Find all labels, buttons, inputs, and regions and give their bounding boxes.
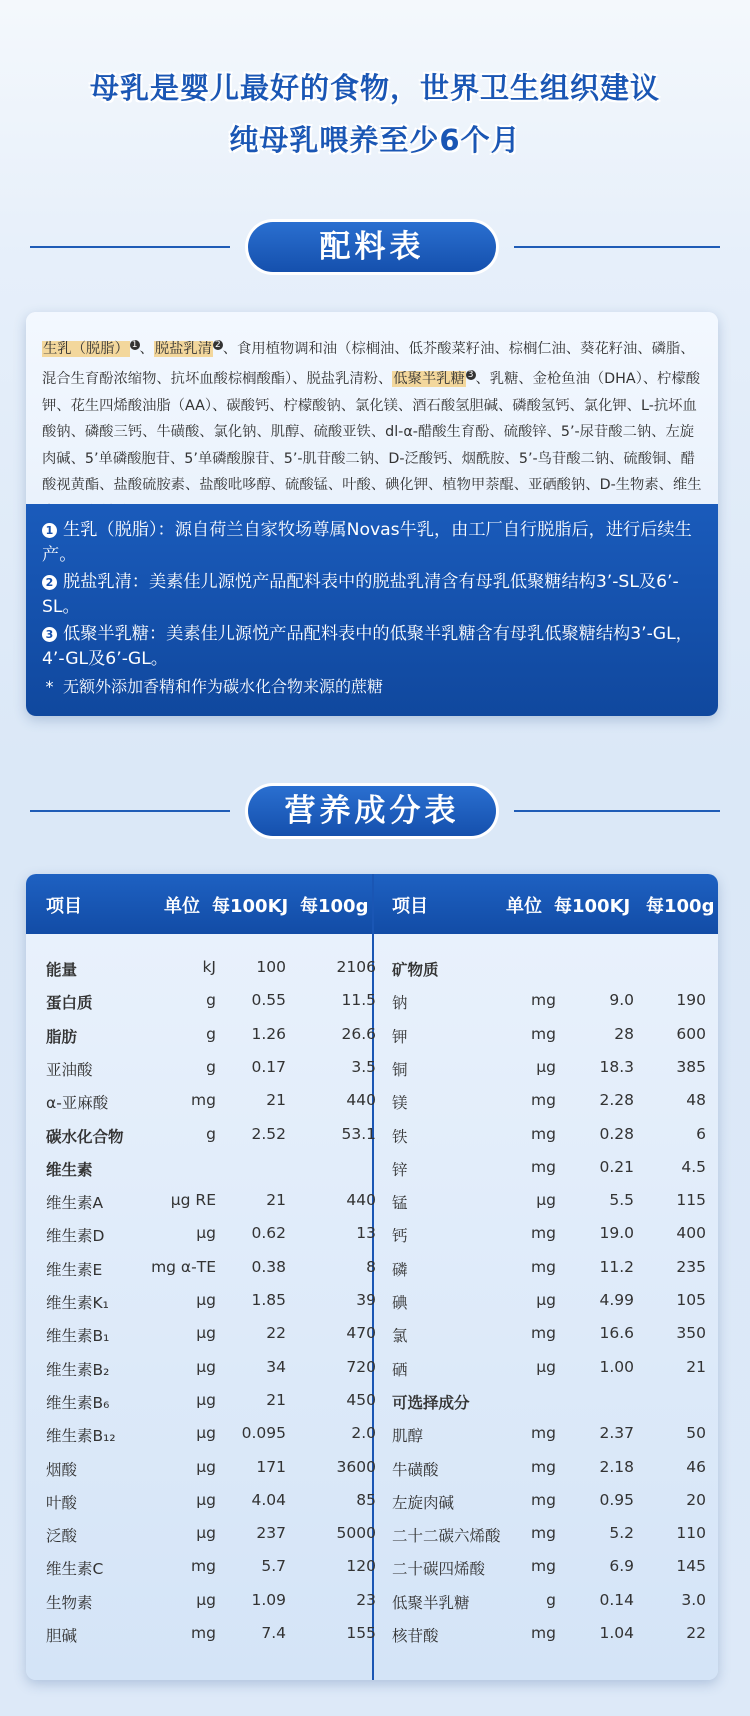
table-row bbox=[26, 1218, 718, 1251]
nutrient-name: 牛磺酸 bbox=[392, 1460, 439, 1479]
table-row bbox=[26, 1485, 718, 1518]
nutrient-per100kj: 5.7 bbox=[261, 1557, 286, 1576]
nutrient-per100kj: 2.37 bbox=[599, 1424, 634, 1443]
table-row bbox=[26, 985, 718, 1018]
nutrient-unit: mg bbox=[531, 1024, 556, 1043]
nutrient-per100g: 85 bbox=[356, 1490, 376, 1509]
nutrient-per100kj: 1.00 bbox=[599, 1357, 634, 1376]
nutrient-per100g: 350 bbox=[676, 1324, 706, 1343]
nutrient-per100g: 2106 bbox=[336, 958, 376, 976]
nutrient-unit: mg bbox=[531, 1490, 556, 1509]
nutrient-per100g: 6 bbox=[696, 1124, 706, 1143]
nutrient-name: 铜 bbox=[392, 1060, 408, 1079]
nutrient-per100kj: 5.5 bbox=[609, 1191, 634, 1210]
nutrient-per100kj: 21 bbox=[266, 1091, 286, 1110]
nutrient-name: 铁 bbox=[392, 1127, 408, 1146]
table-row bbox=[26, 1119, 718, 1152]
footnote-mark-1: 1 bbox=[131, 340, 138, 350]
nutrient-unit: mg bbox=[191, 1557, 216, 1576]
footnote-mark-2: 2 bbox=[215, 340, 221, 350]
nutrient-name: 钙 bbox=[392, 1227, 408, 1246]
nutrient-per100g: 450 bbox=[346, 1390, 376, 1409]
nutrient-name: 维生素C bbox=[46, 1560, 104, 1579]
nutrient-per100kj: 22 bbox=[266, 1324, 286, 1343]
section-rule-left-2 bbox=[30, 810, 230, 812]
nutrient-per100kj: 0.38 bbox=[251, 1257, 286, 1276]
nutrient-per100g: 50 bbox=[686, 1424, 706, 1443]
nutrient-unit: mg bbox=[531, 1124, 556, 1143]
nutrient-name: 锰 bbox=[392, 1194, 408, 1213]
nutrient-per100g: 155 bbox=[346, 1624, 376, 1642]
nutrient-per100kj: 171 bbox=[256, 1457, 286, 1476]
table-row bbox=[26, 1418, 718, 1451]
nutrient-unit: mg α-TE bbox=[151, 1257, 216, 1276]
highlight-raw-milk: 生乳（脱脂） bbox=[43, 340, 129, 357]
nutrient-per100kj: 0.14 bbox=[599, 1590, 634, 1609]
nutrient-per100g: 145 bbox=[676, 1557, 706, 1576]
nutrient-unit: g bbox=[206, 991, 216, 1010]
nutrient-unit: μg bbox=[536, 1291, 556, 1309]
nutrient-per100g: 235 bbox=[676, 1257, 706, 1276]
section-rule-right bbox=[514, 246, 720, 248]
nutrient-unit: μg bbox=[196, 1357, 216, 1376]
nutrient-name: 蛋白质 bbox=[46, 994, 93, 1013]
note-4-text: 无额外添加香精和作为碳水化合物来源的蔗糖 bbox=[63, 677, 384, 696]
nutrient-per100kj: 11.2 bbox=[599, 1257, 634, 1276]
headline-line-1: 母乳是婴儿最好的食物，世界卫生组织建议 bbox=[89, 71, 660, 105]
nutrient-name: 矿物质 bbox=[392, 961, 439, 979]
nutrient-per100g: 440 bbox=[346, 1091, 376, 1110]
nutrient-per100kj: 5.2 bbox=[609, 1524, 634, 1543]
nutrient-name: 脂肪 bbox=[46, 1027, 78, 1046]
nutrient-per100g: 385 bbox=[676, 1057, 706, 1076]
nutrient-unit: mg bbox=[531, 1524, 556, 1543]
nutrient-per100g: 53.1 bbox=[341, 1124, 376, 1143]
nutrition-title: 营养成分表 bbox=[248, 786, 496, 836]
note-3 bbox=[42, 622, 710, 672]
nutrient-unit: μg bbox=[196, 1490, 216, 1509]
nutrient-unit: mg bbox=[191, 1624, 216, 1642]
nutrient-unit: μg bbox=[196, 1324, 216, 1343]
nutrient-per100kj: 16.6 bbox=[599, 1324, 634, 1343]
nutrient-per100kj: 2.28 bbox=[599, 1091, 634, 1110]
table-row bbox=[26, 1318, 718, 1351]
nutrient-name: 维生素B₁₂ bbox=[46, 1427, 116, 1446]
nutrient-per100g: 190 bbox=[676, 991, 706, 1010]
note-3-text: 低聚半乳糖：美素佳儿源悦产品配料表中的低聚半乳糖含有母乳低聚糖结构3’-GL，4’-GL及6’-GL。 bbox=[42, 624, 693, 669]
ingredients-text-b: 、乳糖、金枪鱼油（DHA）、柠檬酸钾、花生四烯酸油脂（AA）、碳酸钙、柠檬酸钠、氯化镁、酒石酸氢胆碱、磷酸氢钙、氯化钾、L-抗坏血酸钠、磷酸三钙、牛磺酸、氯化钠、肌醇、硫酸亚铁、dl-α-醋酸生育酚、硫酸锌、5’-尿苷酸二钠、左旋肉碱、5’单磷酸胞苷、5’单磷酸腺苷、5’-肌苷酸二钠、D-泛酸钙、烟酰胺、5’-鸟苷酸二钠、硫酸铜、醋酸视黄酯、盐酸硫胺素、盐酸吡哆醇、硫酸锰、叶酸、碘化钾、植物甲萘醌、亚硒酸钠、D-生物素、维生 bbox=[42, 371, 702, 494]
nutrient-unit: mg bbox=[531, 1157, 556, 1176]
nutrient-per100g: 115 bbox=[676, 1191, 706, 1210]
note-2-mark: 2 bbox=[42, 575, 57, 590]
nutrient-name: 维生素B₆ bbox=[46, 1393, 110, 1412]
nutrient-per100kj: 0.21 bbox=[599, 1157, 634, 1176]
header-per100kj-left: 每100KJ bbox=[212, 896, 289, 917]
nutrient-name: 左旋肉碱 bbox=[392, 1493, 455, 1512]
nutrient-per100kj: 19.0 bbox=[599, 1224, 634, 1243]
headline-line-2: 纯母乳喂养至少6个月 bbox=[229, 123, 521, 157]
nutrient-name: 磷 bbox=[392, 1260, 408, 1279]
nutrient-per100kj: 28 bbox=[614, 1024, 634, 1043]
section-rule-left bbox=[30, 246, 230, 248]
nutrient-unit: μg bbox=[196, 1424, 216, 1443]
nutrient-per100g: 21 bbox=[686, 1357, 706, 1376]
nutrient-per100g: 26.6 bbox=[341, 1024, 376, 1043]
nutrient-unit: mg bbox=[531, 1624, 556, 1642]
table-row bbox=[26, 1385, 718, 1418]
header-per100g-right: 每100g bbox=[646, 896, 715, 917]
nutrient-name: 核苷酸 bbox=[392, 1627, 439, 1645]
nutrient-per100g: 4.5 bbox=[681, 1157, 706, 1176]
nutrient-unit: mg bbox=[531, 1424, 556, 1443]
nutrient-name: α-亚麻酸 bbox=[46, 1094, 109, 1113]
nutrient-per100g: 23 bbox=[356, 1590, 376, 1609]
nutrient-name: 胆碱 bbox=[46, 1627, 78, 1645]
nutrient-name: 能量 bbox=[46, 961, 78, 979]
nutrient-name: 维生素K₁ bbox=[46, 1294, 109, 1312]
note-3-mark: 3 bbox=[42, 627, 57, 642]
nutrient-per100g: 22 bbox=[686, 1624, 706, 1642]
nutrient-per100kj: 0.62 bbox=[251, 1224, 286, 1243]
table-row bbox=[26, 1518, 718, 1551]
nutrient-per100g: 20 bbox=[686, 1490, 706, 1509]
nutrient-unit: μg bbox=[536, 1357, 556, 1376]
nutrient-per100kj: 6.9 bbox=[609, 1557, 634, 1576]
nutrient-per100kj: 1.26 bbox=[251, 1024, 286, 1043]
table-row bbox=[26, 1585, 718, 1618]
header-per100g-left: 每100g bbox=[300, 896, 369, 917]
nutrient-per100kj: 0.95 bbox=[599, 1490, 634, 1509]
nutrient-unit: mg bbox=[531, 1091, 556, 1110]
table-row bbox=[26, 1152, 718, 1185]
nutrient-per100kj: 21 bbox=[266, 1191, 286, 1210]
nutrient-per100g: 440 bbox=[346, 1191, 376, 1210]
note-4 bbox=[42, 674, 710, 699]
note-2-text: 脱盐乳清：美素佳儿源悦产品配料表中的脱盐乳清含有母乳低聚糖结构3’-SL及6’-SL。 bbox=[42, 572, 679, 617]
note-4-mark: * bbox=[45, 677, 54, 696]
nutrient-unit: μg bbox=[536, 1057, 556, 1076]
nutrient-per100g: 11.5 bbox=[341, 991, 376, 1010]
nutrient-unit: mg bbox=[531, 1224, 556, 1243]
table-row bbox=[26, 1185, 718, 1218]
nutrient-unit: mg bbox=[531, 1557, 556, 1576]
table-row bbox=[26, 1452, 718, 1485]
nutrient-per100kj: 1.85 bbox=[251, 1291, 286, 1309]
nutrient-unit: g bbox=[206, 1057, 216, 1076]
nutrient-name: 氯 bbox=[392, 1327, 408, 1346]
nutrient-name: 泛酸 bbox=[46, 1527, 78, 1546]
nutrient-unit: mg bbox=[531, 1324, 556, 1343]
nutrient-unit: μg RE bbox=[170, 1191, 216, 1210]
nutrient-name: 碳水化合物 bbox=[46, 1127, 124, 1146]
table-row bbox=[26, 952, 718, 985]
ingredients-list-area bbox=[26, 312, 718, 504]
nutrient-per100kj: 2.18 bbox=[599, 1457, 634, 1476]
nutrient-name: 碘 bbox=[392, 1294, 408, 1312]
header-unit-right: 单位 bbox=[506, 896, 542, 917]
nutrient-unit: μg bbox=[536, 1191, 556, 1210]
highlight-whey: 脱盐乳清 bbox=[154, 340, 212, 357]
nutrient-per100kj: 1.09 bbox=[251, 1590, 286, 1609]
nutrient-per100g: 2.0 bbox=[351, 1424, 376, 1443]
nutrient-per100g: 13 bbox=[356, 1224, 376, 1243]
table-row bbox=[26, 1551, 718, 1584]
nutrient-per100g: 46 bbox=[686, 1457, 706, 1476]
nutrient-name: 维生素D bbox=[46, 1227, 105, 1246]
nutrient-unit: mg bbox=[531, 1457, 556, 1476]
nutrient-name: 生物素 bbox=[46, 1593, 93, 1612]
header-unit-left: 单位 bbox=[164, 896, 200, 917]
nutrient-unit: g bbox=[546, 1590, 556, 1609]
nutrient-name: 肌醇 bbox=[392, 1427, 424, 1446]
nutrient-per100kj: 34 bbox=[266, 1357, 286, 1376]
note-1-text: 生乳（脱脂）：源自荷兰自家牧场尊属Novas牛乳，由工厂自行脱脂后，进行后续生产。 bbox=[42, 520, 692, 565]
nutrient-unit: mg bbox=[531, 1257, 556, 1276]
header-item-left: 项目 bbox=[46, 896, 82, 917]
nutrient-per100g: 3600 bbox=[336, 1457, 376, 1476]
nutrient-unit: μg bbox=[196, 1291, 216, 1309]
nutrient-unit: mg bbox=[531, 991, 556, 1010]
table-row bbox=[26, 1019, 718, 1052]
nutrient-name: 二十碳四烯酸 bbox=[392, 1560, 486, 1579]
table-row bbox=[26, 1052, 718, 1085]
nutrient-name: 二十二碳六烯酸 bbox=[392, 1527, 501, 1546]
nutrient-name: 锌 bbox=[392, 1160, 408, 1179]
nutrient-per100kj: 0.17 bbox=[251, 1057, 286, 1076]
nutrient-per100g: 5000 bbox=[336, 1524, 376, 1543]
nutrition-table bbox=[26, 874, 718, 1680]
nutrient-per100g: 400 bbox=[676, 1224, 706, 1243]
table-row bbox=[26, 1285, 718, 1318]
nutrient-unit: μg bbox=[196, 1590, 216, 1609]
nutrient-per100kj: 2.52 bbox=[251, 1124, 286, 1143]
nutrient-unit: μg bbox=[196, 1457, 216, 1476]
note-1-mark: 1 bbox=[42, 523, 57, 538]
nutrient-per100g: 3.5 bbox=[351, 1057, 376, 1076]
header-per100kj-right: 每100KJ bbox=[554, 896, 631, 917]
header-item-right: 项目 bbox=[392, 896, 428, 917]
footnote-mark-3: 3 bbox=[467, 370, 474, 381]
nutrient-unit: μg bbox=[196, 1390, 216, 1409]
nutrient-unit: g bbox=[206, 1024, 216, 1043]
nutrient-per100g: 3.0 bbox=[681, 1590, 706, 1609]
nutrient-per100g: 8 bbox=[366, 1257, 376, 1276]
nutrient-unit: kJ bbox=[202, 958, 216, 976]
nutrient-name: 低聚半乳糖 bbox=[392, 1593, 470, 1612]
nutrient-name: 维生素B₂ bbox=[46, 1360, 110, 1379]
nutrient-per100kj: 18.3 bbox=[599, 1057, 634, 1076]
nutrient-per100kj: 0.55 bbox=[251, 991, 286, 1010]
nutrient-name: 维生素B₁ bbox=[46, 1327, 110, 1346]
nutrient-per100g: 600 bbox=[676, 1024, 706, 1043]
nutrient-per100kj: 100 bbox=[256, 958, 286, 976]
nutrient-name: 可选择成分 bbox=[392, 1393, 470, 1412]
nutrient-per100g: 48 bbox=[686, 1091, 706, 1110]
nutrient-name: 钾 bbox=[392, 1027, 408, 1046]
nutrient-name: 钠 bbox=[392, 994, 408, 1013]
ingredients-text-a: 、食用植物调和油（棕榈油、低芥酸菜籽油、棕榈仁油、葵花籽油、磷脂、混合生育酚浓缩物、抗坏血酸棕榈酸酯）、脱盐乳清粉、 bbox=[42, 340, 695, 388]
nutrient-per100g: 470 bbox=[346, 1324, 376, 1343]
nutrient-name: 亚油酸 bbox=[46, 1060, 93, 1079]
nutrient-per100kj: 0.28 bbox=[599, 1124, 634, 1143]
table-row bbox=[26, 1352, 718, 1385]
nutrient-per100kj: 9.0 bbox=[609, 991, 634, 1010]
nutrient-name: 维生素A bbox=[46, 1194, 104, 1213]
nutrient-per100kj: 4.99 bbox=[599, 1291, 634, 1309]
nutrient-per100g: 720 bbox=[346, 1357, 376, 1376]
nutrient-per100g: 120 bbox=[346, 1557, 376, 1576]
table-row bbox=[26, 1085, 718, 1118]
nutrient-name: 烟酸 bbox=[46, 1460, 78, 1479]
ingredients-title: 配料表 bbox=[248, 222, 496, 272]
nutrient-unit: μg bbox=[196, 1224, 216, 1243]
nutrient-name: 镁 bbox=[392, 1094, 408, 1113]
nutrient-unit: g bbox=[206, 1124, 216, 1143]
table-row bbox=[26, 1252, 718, 1285]
nutrient-per100kj: 0.095 bbox=[241, 1424, 286, 1443]
nutrient-per100kj: 4.04 bbox=[251, 1490, 286, 1509]
ingredients-notes bbox=[26, 504, 718, 716]
nutrient-unit: μg bbox=[196, 1524, 216, 1543]
nutrient-per100kj: 21 bbox=[266, 1390, 286, 1409]
nutrient-per100kj: 1.04 bbox=[599, 1624, 634, 1642]
ingredients-text bbox=[42, 332, 706, 525]
nutrient-name: 叶酸 bbox=[46, 1493, 78, 1512]
table-row bbox=[26, 1618, 718, 1651]
ingredient-separator: 、 bbox=[139, 340, 154, 357]
nutrient-per100g: 110 bbox=[676, 1524, 706, 1543]
highlight-gos: 低聚半乳糖 bbox=[393, 371, 465, 388]
nutrient-per100g: 39 bbox=[356, 1291, 376, 1309]
ingredients-card bbox=[26, 312, 718, 716]
nutrient-per100kj: 7.4 bbox=[261, 1624, 286, 1642]
nutrient-name: 维生素 bbox=[46, 1160, 93, 1179]
nutrient-per100g: 105 bbox=[676, 1291, 706, 1309]
nutrient-per100kj: 237 bbox=[256, 1524, 286, 1543]
nutrient-name: 维生素E bbox=[46, 1260, 103, 1279]
nutrient-name: 硒 bbox=[392, 1360, 408, 1379]
nutrient-unit: mg bbox=[191, 1091, 216, 1110]
section-rule-right-2 bbox=[514, 810, 720, 812]
note-1 bbox=[42, 518, 710, 568]
note-2 bbox=[42, 570, 710, 620]
